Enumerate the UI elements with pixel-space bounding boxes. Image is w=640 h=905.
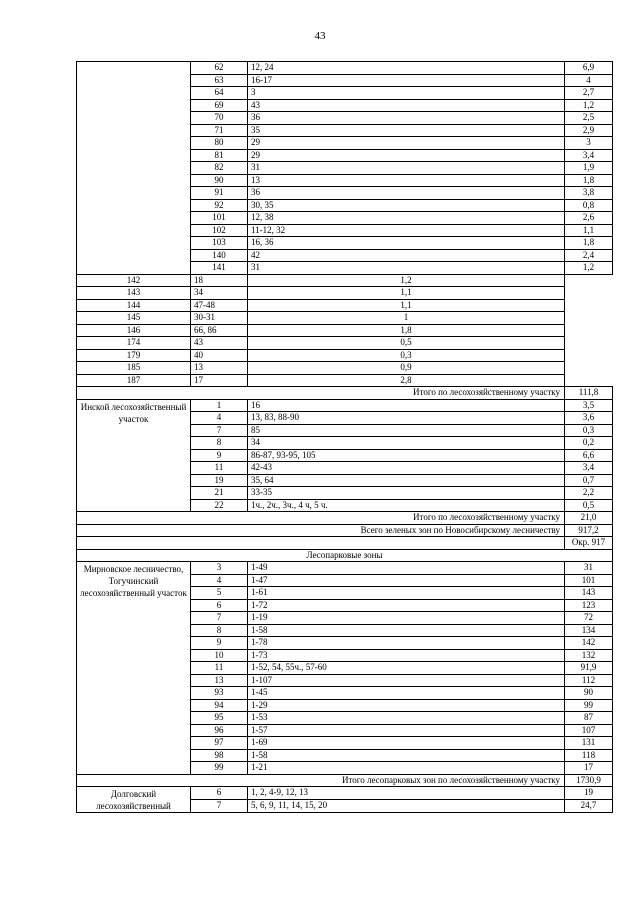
table-row	[77, 362, 613, 375]
quarter-number-cell: 22	[191, 499, 248, 512]
total-row	[77, 512, 613, 525]
quarter-number-cell: 6	[191, 599, 248, 612]
quarter-number-cell: 95	[191, 712, 248, 725]
total-row	[77, 774, 613, 787]
area-cell: 24,7	[565, 800, 613, 813]
quarter-number-cell: 9	[191, 449, 248, 462]
compartment-cell: 16, 36	[248, 237, 565, 250]
quarter-number-cell: 8	[191, 437, 248, 450]
total-value-cell: 21,0	[565, 512, 613, 525]
compartment-cell: 1-58	[248, 624, 565, 637]
area-cell: 2,5	[565, 112, 613, 125]
quarter-number-cell: 93	[191, 687, 248, 700]
compartment-cell: 1-49	[248, 562, 565, 575]
page-number: 43	[314, 30, 326, 42]
compartment-cell: 12, 24	[248, 62, 565, 75]
quarter-number-cell: 19	[191, 474, 248, 487]
quarter-number-cell: 63	[191, 74, 248, 87]
total-label-cell: Итого по лесохозяйственному участку	[77, 387, 565, 400]
area-cell: 2,9	[565, 124, 613, 137]
area-cell: 87	[565, 712, 613, 725]
area-cell: 2,7	[565, 87, 613, 100]
forest-zones-table	[76, 61, 613, 813]
compartment-cell: 42	[248, 249, 565, 262]
quarter-number-cell: 21	[191, 487, 248, 500]
compartment-cell: 13, 83, 88-90	[248, 412, 565, 425]
quarter-number-cell: 64	[191, 87, 248, 100]
quarter-number-cell: 6	[191, 787, 248, 800]
compartment-cell: 43	[248, 99, 565, 112]
quarter-number-cell: 187	[77, 374, 191, 387]
total-label-cell: Всего зеленых зон по Новосибирскому лесничеству	[77, 524, 565, 537]
compartment-cell: 30-31	[191, 312, 248, 325]
table-row	[77, 62, 613, 75]
compartment-cell: 29	[248, 137, 565, 150]
area-cell: 101	[565, 574, 613, 587]
area-cell: 6,9	[565, 62, 613, 75]
compartment-cell: 86-87, 93-95, 105	[248, 449, 565, 462]
table-row	[77, 324, 613, 337]
compartment-cell: 1-19	[248, 612, 565, 625]
area-cell: 1,9	[565, 162, 613, 175]
compartment-cell: 12, 38	[248, 212, 565, 225]
compartment-cell: 5, 6, 9, 11, 14, 15, 20	[248, 800, 565, 813]
quarter-number-cell: 97	[191, 737, 248, 750]
compartment-cell: 13	[248, 174, 565, 187]
area-cell: 0,2	[565, 437, 613, 450]
compartment-cell: 1-107	[248, 674, 565, 687]
area-cell: 31	[565, 562, 613, 575]
compartment-cell: 47-48	[191, 299, 248, 312]
quarter-number-cell: 144	[77, 299, 191, 312]
quarter-number-cell: 4	[191, 574, 248, 587]
area-cell: 1,2	[565, 262, 613, 275]
quarter-number-cell: 9	[191, 637, 248, 650]
compartment-cell: 34	[248, 437, 565, 450]
area-cell: 1	[248, 312, 565, 325]
quarter-number-cell: 11	[191, 462, 248, 475]
compartment-cell: 30, 35	[248, 199, 565, 212]
total-value-cell: 1730,9	[565, 774, 613, 787]
quarter-number-cell: 90	[191, 174, 248, 187]
area-cell: 0,7	[565, 474, 613, 487]
compartment-cell: 1, 2, 4-9, 12, 13	[248, 787, 565, 800]
compartment-cell: 1-78	[248, 637, 565, 650]
quarter-number-cell: 5	[191, 587, 248, 600]
quarter-number-cell: 101	[191, 212, 248, 225]
quarter-number-cell: 62	[191, 62, 248, 75]
quarter-number-cell: 103	[191, 237, 248, 250]
quarter-number-cell: 185	[77, 362, 191, 375]
section-heading-cell: Лесопарковые зоны	[77, 549, 613, 562]
area-cell: 118	[565, 749, 613, 762]
compartment-cell: 1-61	[248, 587, 565, 600]
area-cell: 134	[565, 624, 613, 637]
quarter-number-cell: 8	[191, 624, 248, 637]
compartment-cell: 17	[191, 374, 248, 387]
quarter-number-cell: 7	[191, 800, 248, 813]
compartment-cell: 1-53	[248, 712, 565, 725]
area-cell: 142	[565, 637, 613, 650]
compartment-cell: 43	[191, 337, 248, 350]
compartment-cell: 1-69	[248, 737, 565, 750]
area-cell: 0,9	[248, 362, 565, 375]
total-label-cell: Итого лесопарковых зон по лесохозяйственному участку	[77, 774, 565, 787]
table-row	[77, 562, 613, 575]
area-cell: 107	[565, 724, 613, 737]
quarter-number-cell: 102	[191, 224, 248, 237]
table-row	[77, 787, 613, 800]
table-row	[77, 399, 613, 412]
quarter-number-cell: 82	[191, 162, 248, 175]
quarter-number-cell: 70	[191, 112, 248, 125]
compartment-cell: 29	[248, 149, 565, 162]
compartment-cell: 16	[248, 399, 565, 412]
total-label-cell	[77, 537, 565, 550]
area-cell: 0,8	[565, 199, 613, 212]
compartment-cell: 18	[191, 274, 248, 287]
quarter-number-cell: 80	[191, 137, 248, 150]
quarter-number-cell: 7	[191, 612, 248, 625]
compartment-cell: 1-73	[248, 649, 565, 662]
quarter-number-cell: 1	[191, 399, 248, 412]
area-cell: 3,4	[565, 149, 613, 162]
section-name-cell	[77, 62, 191, 275]
compartment-cell: 1-58	[248, 749, 565, 762]
quarter-number-cell: 143	[77, 287, 191, 300]
quarter-number-cell: 92	[191, 199, 248, 212]
quarter-number-cell: 145	[77, 312, 191, 325]
compartment-cell: 33-35	[248, 487, 565, 500]
area-cell: 131	[565, 737, 613, 750]
compartment-cell: 1-21	[248, 762, 565, 775]
quarter-number-cell: 91	[191, 187, 248, 200]
table-row	[77, 299, 613, 312]
quarter-number-cell: 98	[191, 749, 248, 762]
total-value-cell: 111,8	[565, 387, 613, 400]
compartment-cell: 1-57	[248, 724, 565, 737]
quarter-number-cell: 94	[191, 699, 248, 712]
quarter-number-cell: 146	[77, 324, 191, 337]
area-cell: 90	[565, 687, 613, 700]
quarter-number-cell: 4	[191, 412, 248, 425]
area-cell: 1,1	[248, 299, 565, 312]
area-cell: 1,1	[565, 224, 613, 237]
compartment-cell: 13	[191, 362, 248, 375]
quarter-number-cell: 141	[191, 262, 248, 275]
section-name-cell: Инской лесохозяйственный участок	[77, 399, 191, 512]
compartment-cell: 35, 64	[248, 474, 565, 487]
area-cell: 2,6	[565, 212, 613, 225]
quarter-number-cell: 10	[191, 649, 248, 662]
total-value-cell: 917,2	[565, 524, 613, 537]
compartment-cell: 11-12, 32	[248, 224, 565, 237]
area-cell: 132	[565, 649, 613, 662]
total-row	[77, 524, 613, 537]
area-cell: 112	[565, 674, 613, 687]
table-row	[77, 274, 613, 287]
compartment-cell: 31	[248, 262, 565, 275]
compartment-cell: 40	[191, 349, 248, 362]
table-row	[77, 337, 613, 350]
compartment-cell: 85	[248, 424, 565, 437]
area-cell: 19	[565, 787, 613, 800]
compartment-cell: 16-17	[248, 74, 565, 87]
area-cell: 143	[565, 587, 613, 600]
total-label-cell: Итого по лесохозяйственному участку	[77, 512, 565, 525]
compartment-cell: 36	[248, 187, 565, 200]
quarter-number-cell: 13	[191, 674, 248, 687]
quarter-number-cell: 11	[191, 662, 248, 675]
area-cell: 3,5	[565, 399, 613, 412]
compartment-cell: 1-52, 54, 55ч., 57-60	[248, 662, 565, 675]
area-cell: 3	[565, 137, 613, 150]
compartment-cell: 1-45	[248, 687, 565, 700]
compartment-cell: 1-72	[248, 599, 565, 612]
compartment-cell: 42-43	[248, 462, 565, 475]
area-cell: 2,4	[565, 249, 613, 262]
compartment-cell: 35	[248, 124, 565, 137]
area-cell: 123	[565, 599, 613, 612]
compartment-cell: 3	[248, 87, 565, 100]
section-name-cell: Мирновское лесничество, Тогучинский лесохозяйственный участок	[77, 562, 191, 775]
total-row	[77, 537, 613, 550]
area-cell: 0,5	[565, 499, 613, 512]
area-cell: 0,5	[248, 337, 565, 350]
area-cell: 17	[565, 762, 613, 775]
area-cell: 1,8	[565, 174, 613, 187]
area-cell: 2,8	[248, 374, 565, 387]
area-cell: 1,8	[565, 237, 613, 250]
compartment-cell: 31	[248, 162, 565, 175]
area-cell: 2,2	[565, 487, 613, 500]
area-cell: 6,6	[565, 449, 613, 462]
area-cell: 72	[565, 612, 613, 625]
compartment-cell: 66, 86	[191, 324, 248, 337]
quarter-number-cell: 69	[191, 99, 248, 112]
table-row	[77, 287, 613, 300]
quarter-number-cell: 174	[77, 337, 191, 350]
quarter-number-cell: 71	[191, 124, 248, 137]
area-cell: 91,9	[565, 662, 613, 675]
quarter-number-cell: 3	[191, 562, 248, 575]
quarter-number-cell: 179	[77, 349, 191, 362]
area-cell: 1,2	[565, 99, 613, 112]
quarter-number-cell: 140	[191, 249, 248, 262]
area-cell: 1,1	[248, 287, 565, 300]
area-cell: 0,3	[248, 349, 565, 362]
quarter-number-cell: 142	[77, 274, 191, 287]
area-cell: 3,6	[565, 412, 613, 425]
quarter-number-cell: 99	[191, 762, 248, 775]
compartment-cell: 1ч., 2ч., 3ч., 4 ч, 5 ч.	[248, 499, 565, 512]
quarter-number-cell: 96	[191, 724, 248, 737]
compartment-cell: 34	[191, 287, 248, 300]
quarter-number-cell: 81	[191, 149, 248, 162]
area-cell: 0,3	[565, 424, 613, 437]
compartment-cell: 1-47	[248, 574, 565, 587]
compartment-cell: 1-29	[248, 699, 565, 712]
area-cell: 1,2	[248, 274, 565, 287]
compartment-cell: 36	[248, 112, 565, 125]
table-row	[77, 312, 613, 325]
area-cell: 3,8	[565, 187, 613, 200]
area-cell: 3,4	[565, 462, 613, 475]
area-cell: 1,8	[248, 324, 565, 337]
section-heading-row	[77, 549, 613, 562]
section-name-cell: Долговский лесохозяйственный	[77, 787, 191, 813]
table-row	[77, 349, 613, 362]
table-row	[77, 374, 613, 387]
area-cell: 99	[565, 699, 613, 712]
total-value-cell: Окр. 917	[565, 537, 613, 550]
area-cell: 4	[565, 74, 613, 87]
quarter-number-cell: 7	[191, 424, 248, 437]
total-row	[77, 387, 613, 400]
